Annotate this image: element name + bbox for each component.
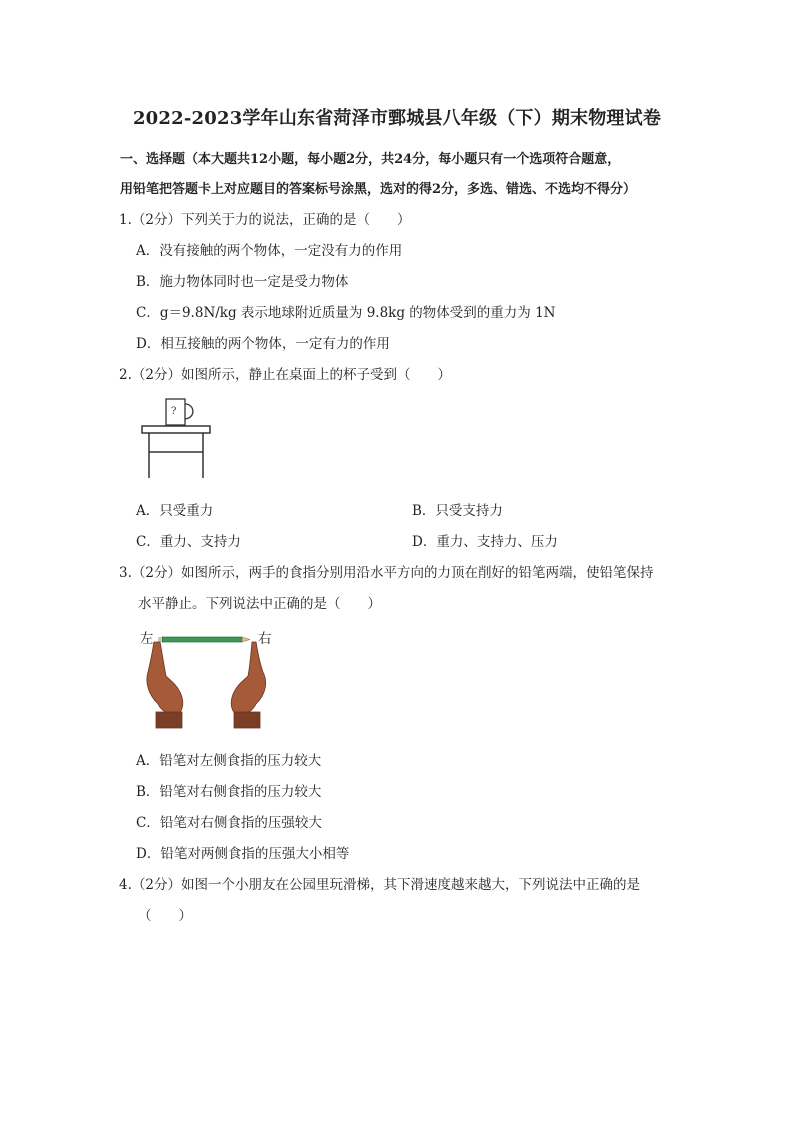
question-2-option-b: B．只受支持力 (412, 503, 503, 519)
question-2-option-a: A．只受重力 (136, 503, 214, 519)
question-1-option-d: D．相互接触的两个物体，一定有力的作用 (136, 336, 390, 352)
question-2-stem: 2.（2分）如图所示，静止在桌面上的杯子受到（ ） (119, 367, 451, 383)
question-2-option-d: D．重力、支持力、压力 (412, 534, 558, 550)
question-3-stem-line2: 水平静止。下列说法中正确的是（ ） (138, 596, 381, 612)
section-heading-line1: 一、选择题（本大题共12小题，每小题2分，共24分，每小题只有一个选项符合题意， (120, 152, 621, 167)
question-1-option-b: B．施力物体同时也一定是受力物体 (136, 274, 349, 290)
left-hand (147, 642, 183, 728)
question-3-option-a: A．铅笔对左侧食指的压力较大 (136, 753, 322, 769)
cup-mark-icon: ? (171, 406, 177, 417)
table (142, 426, 210, 478)
page-title: 2022-2023学年山东省菏泽市鄄城县八年级（下）期末物理试卷 (132, 108, 662, 129)
question-3-stem-line1: 3.（2分）如图所示，两手的食指分别用沿水平方向的力顶在削好的铅笔两端，使铅笔保持 (119, 565, 654, 581)
question-4-stem-line2: （ ） (138, 908, 192, 924)
question-3-option-d: D．铅笔对两侧食指的压强大小相等 (136, 846, 350, 862)
figure-label-right: 右 (258, 631, 272, 647)
question-3-option-c: C．铅笔对右侧食指的压强较大 (136, 815, 322, 831)
question-2-option-c: C．重力、支持力 (136, 534, 241, 550)
question-4-stem-line1: 4.（2分）如图一个小朋友在公园里玩滑梯，其下滑速度越来越大，下列说法中正确的是 (119, 877, 640, 893)
pencil-fingers-figure (140, 630, 280, 730)
question-3-option-b: B．铅笔对右侧食指的压力较大 (136, 784, 322, 800)
question-1-stem: 1.（2分）下列关于力的说法，正确的是（ ） (119, 212, 411, 228)
section-heading-line2: 用铅笔把答题卡上对应题目的答案标号涂黑，选对的得2分，多选、错选、不选均不得分） (120, 182, 637, 197)
question-1-option-a: A．没有接触的两个物体，一定没有力的作用 (136, 243, 403, 259)
question-1-option-c: C．g＝9.8N/kg 表示地球附近质量为 9.8kg 的物体受到的重力为 1N (136, 305, 556, 321)
figure-label-left: 左 (140, 631, 154, 647)
pencil (158, 637, 250, 642)
right-hand (231, 642, 265, 728)
cup-on-table-figure (140, 394, 214, 480)
